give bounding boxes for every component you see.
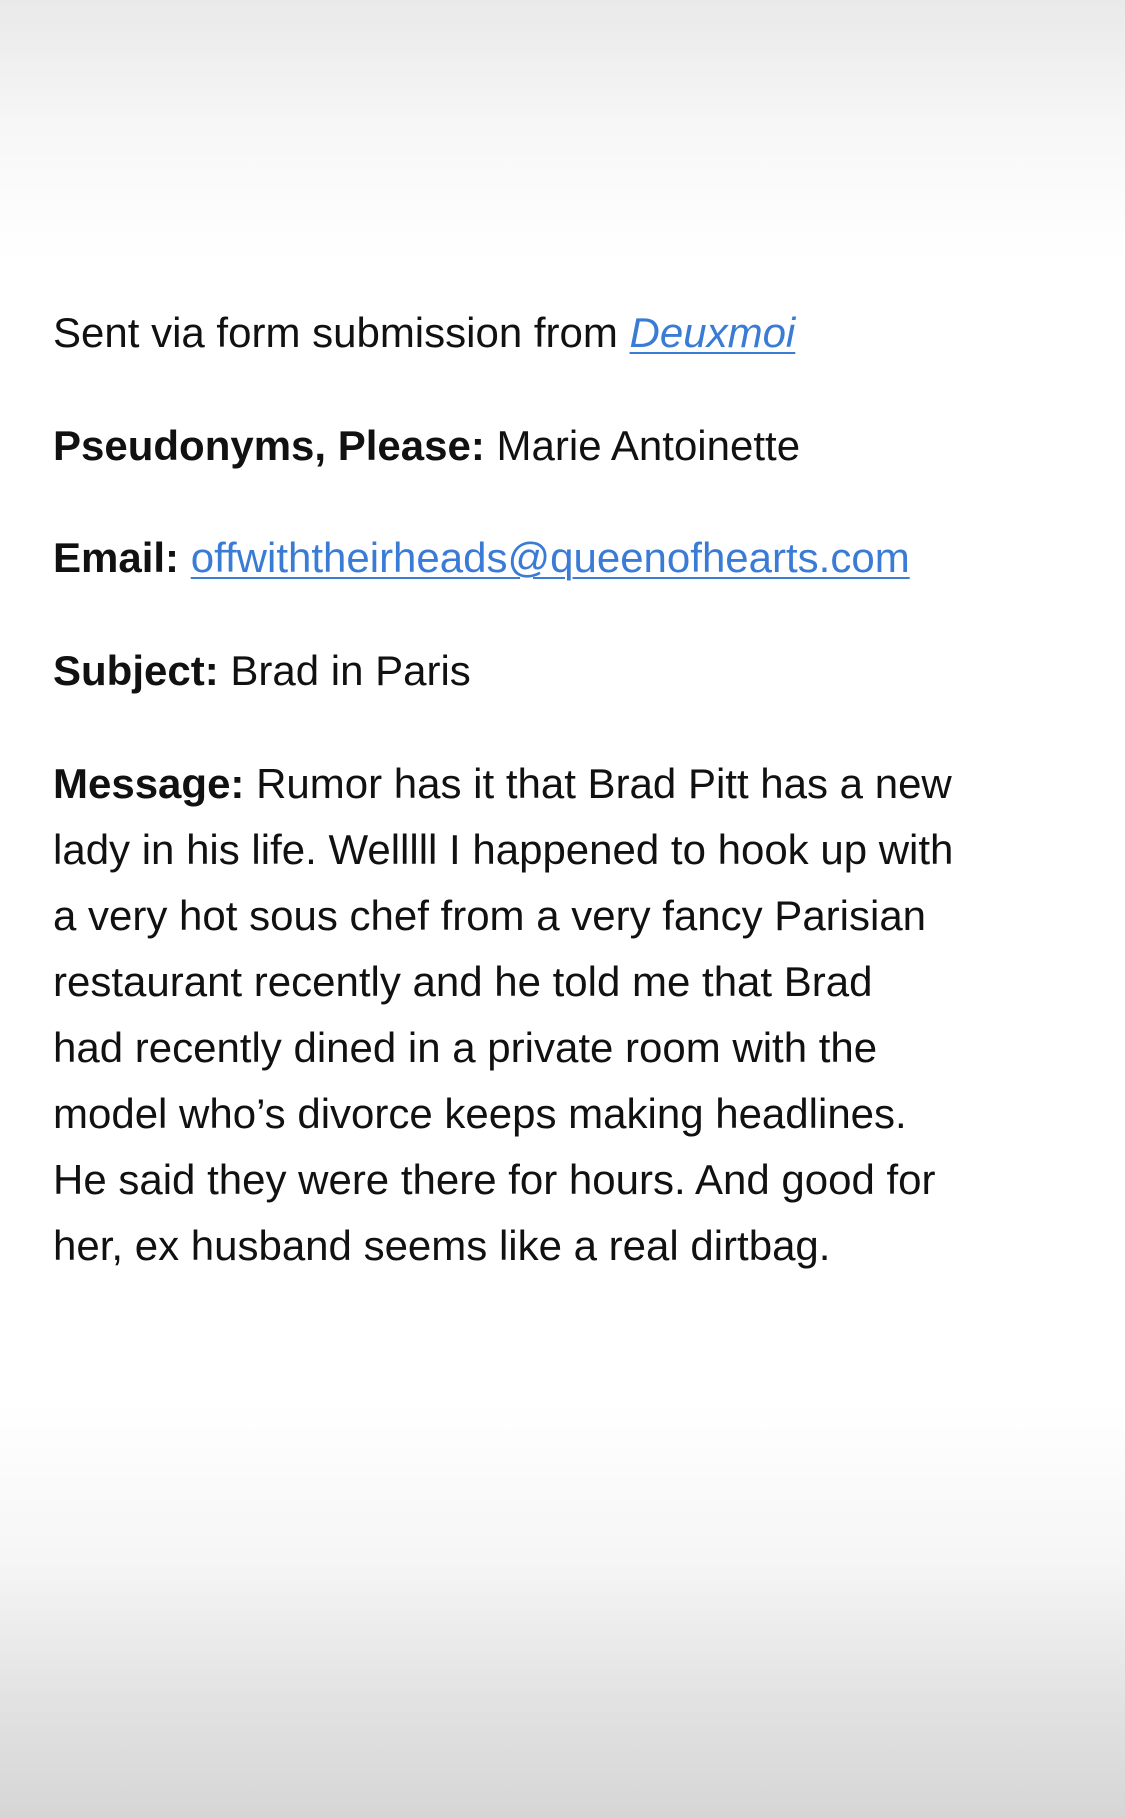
deuxmoi-link[interactable]: Deuxmoi [629,309,796,356]
message-line: He said they were there for hours. And good for [53,1156,936,1203]
message-line: model who’s divorce keeps making headlines. [53,1090,907,1137]
message-text: Rumor has it that Brad Pitt has a new [256,760,952,807]
email-label: Email: [53,534,180,581]
message-line [53,759,952,809]
email-link[interactable]: offwiththeirheads@queenofhearts.com [190,534,910,581]
message-line: a very hot sous chef from a very fancy Parisian [53,892,927,939]
pseudonym-label: Pseudonyms, Please: [53,422,485,469]
source-line [53,308,795,358]
subject-field [53,646,471,696]
message-label: Message: [53,760,245,807]
email-field [53,533,910,583]
message-line: restaurant recently and he told me that Brad [53,958,873,1005]
pseudonym-value: Marie Antoinette [496,422,801,469]
message-line: her, ex husband seems like a real dirtbag. [53,1222,831,1269]
subject-label: Subject: [53,647,219,694]
source-prefix: Sent via form submission from [53,309,618,356]
pseudonym-field [53,421,800,471]
subject-value: Brad in Paris [230,647,471,694]
message-line: had recently dined in a private room with the [53,1024,878,1071]
message-line: lady in his life. Welllll I happened to hook up with [53,826,954,873]
